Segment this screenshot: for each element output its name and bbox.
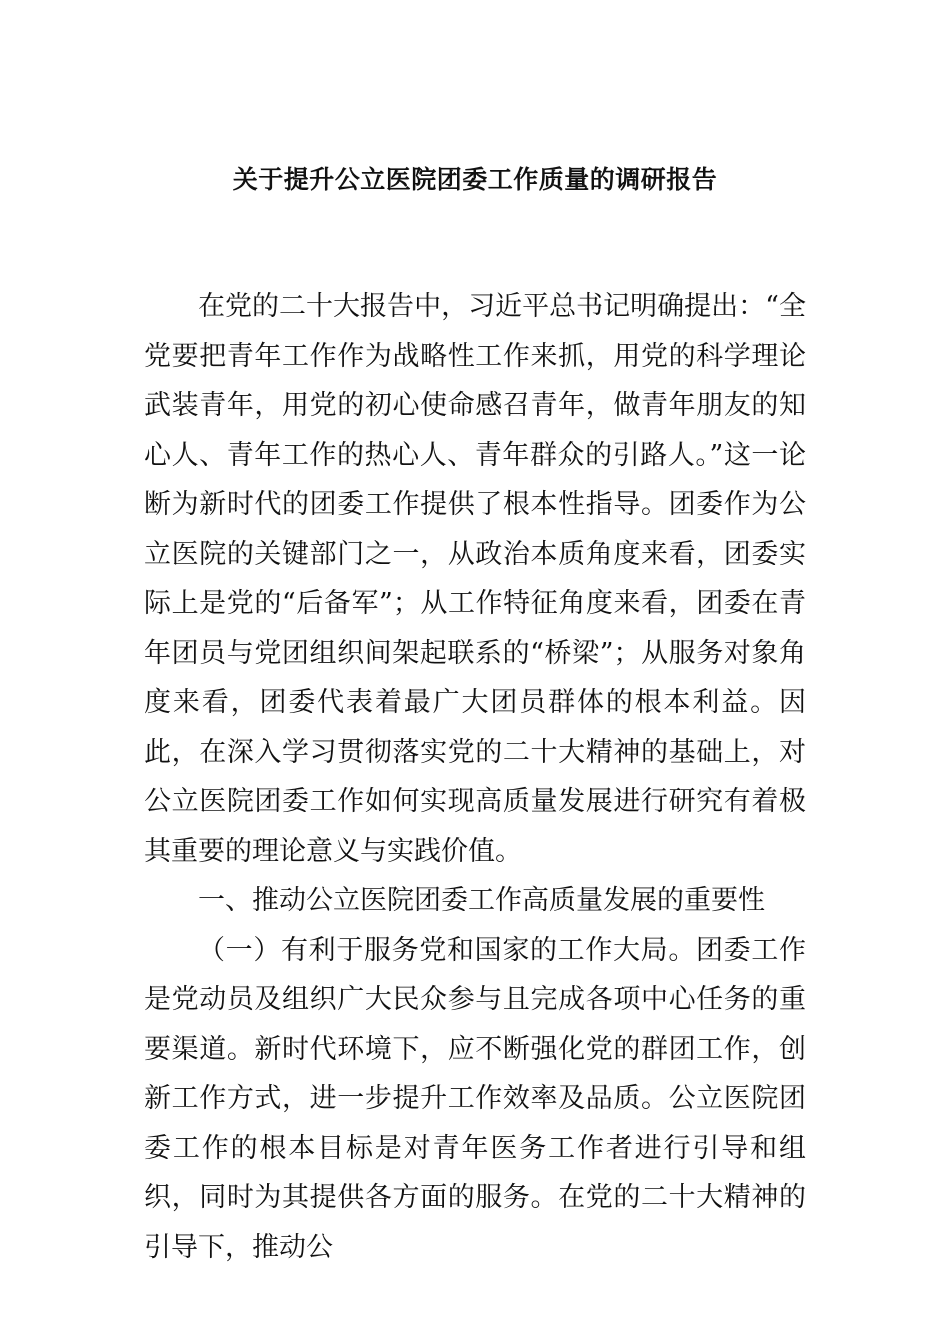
document-title: 关于提升公立医院团委工作质量的调研报告 <box>232 165 718 194</box>
document-body <box>144 282 806 1272</box>
subsection-paragraph: （一）有利于服务党和国家的工作大局。团委工作是党动员及组织广大民众参与且完成各项中心任务的重要渠道。新时代环境下，应不断强化党的群团工作，创新工作方式，进一步提升工作效率及品质。公立医院团委工作的根本目标是对青年医务工作者进行引导和组织，同时为其提供各方面的服务。在党的二十大精神的引导下，推动公 <box>144 934 806 1263</box>
intro-paragraph: 在党的二十大报告中，习近平总书记明确提出：“全党要把青年工作作为战略性工作来抓，用党的科学理论武装青年，用党的初心使命感召青年，做青年朋友的知心人、青年工作的热心人、青年群众的引路人。”这一论断为新时代的团委工作提供了根本性指导。团委作为公立医院的关键部门之一，从政治本质角度来看，团委实际上是党的“后备军”；从工作特征角度来看，团委在青年团员与党团组织间架起联系的“桥梁”；从服务对象角度来看，团委代表着最广大团员群体的根本利益。因此，在深入学习贯彻落实党的二十大精神的基础上，对公立医院团委工作如何实现高质量发展进行研究有着极其重要的理论意义与实践价值。 <box>144 291 806 867</box>
section-heading: 一、推动公立医院团委工作高质量发展的重要性 <box>198 885 765 916</box>
